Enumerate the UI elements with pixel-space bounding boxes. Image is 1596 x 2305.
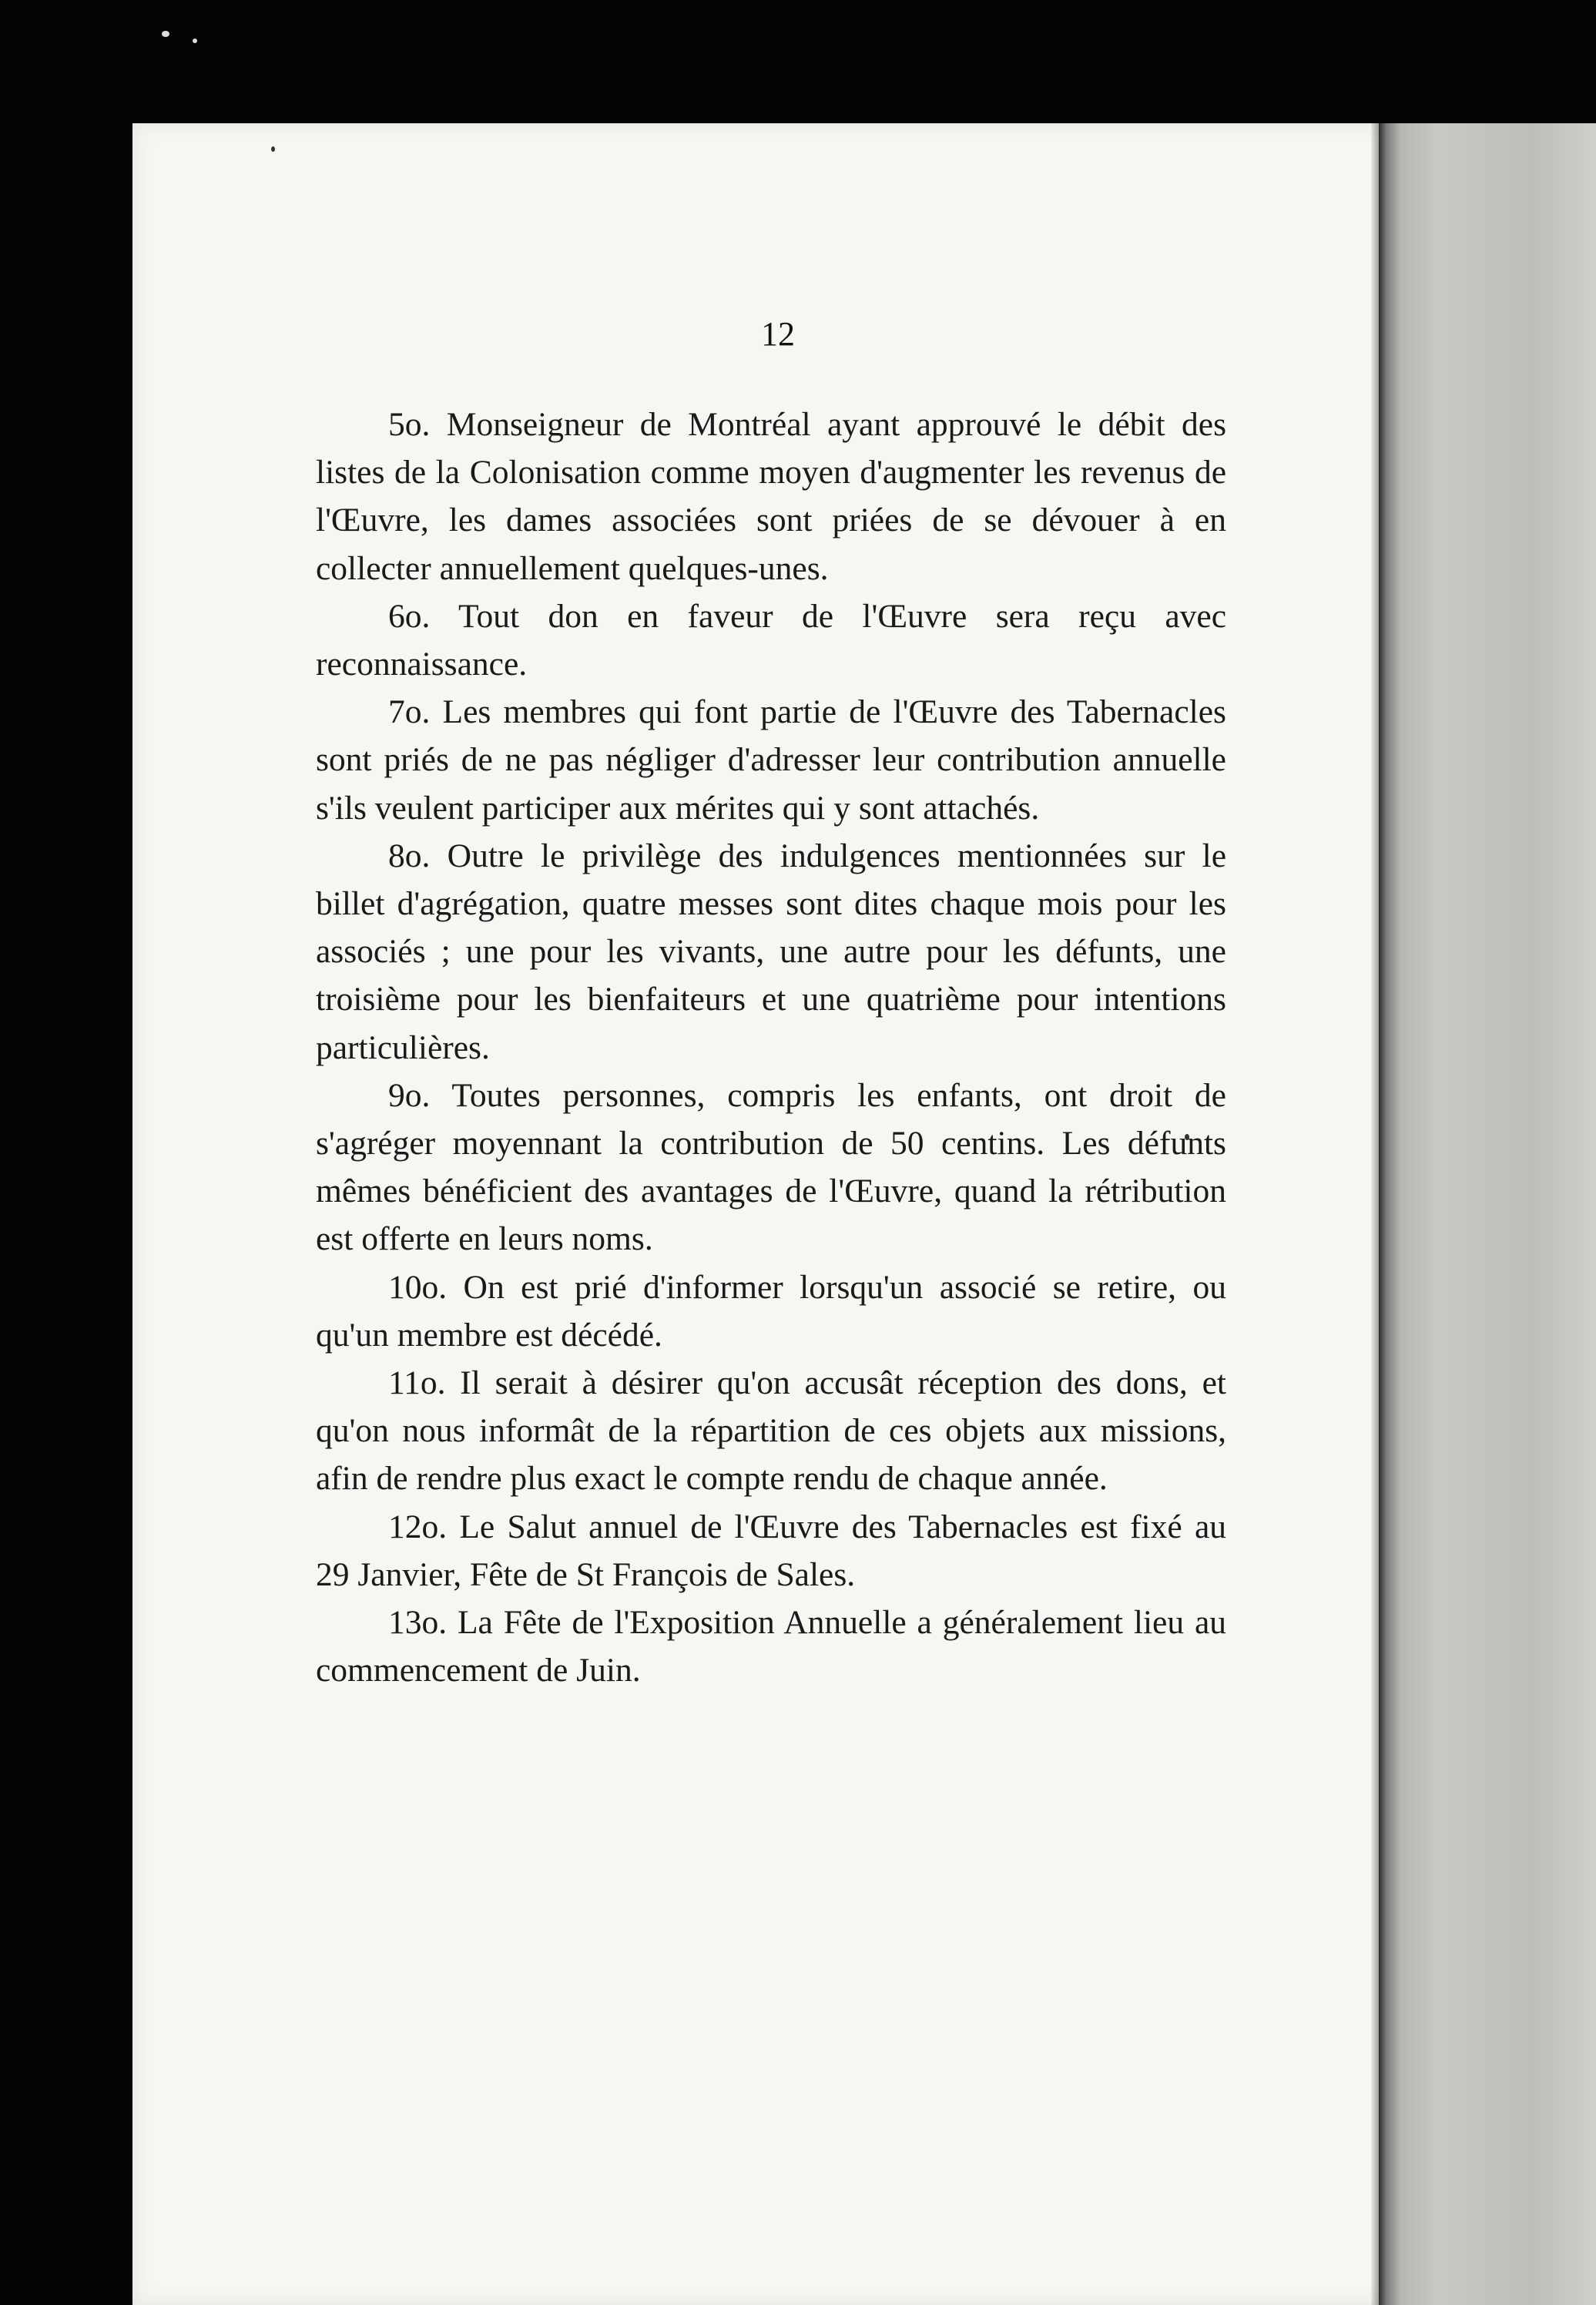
adjacent-page-edge <box>1379 123 1596 2305</box>
body-text <box>316 401 1226 1694</box>
paragraph-6o: 6o. Tout don en faveur de l'Œuvre sera reçu avec reconnaissance. <box>316 597 1226 683</box>
speck <box>271 146 275 152</box>
paragraph-10o: 10o. On est prié d'informer lorsqu'un associé se retire, ou qu'un membre est décédé. <box>316 1268 1226 1354</box>
paragraph-9o: 9o. Toutes personnes, compris les enfants, ont droit de s'agréger moyennant la contribution de 50 centins. Les défunts mêmes bénéficient des avantages de l'Œuvre, quand la rétribution est offerte en leurs noms. <box>316 1076 1226 1258</box>
paragraph-13o: 13o. La Fête de l'Exposition Annuelle a généralement lieu au commencement de Juin. <box>316 1604 1226 1689</box>
speck <box>162 31 169 37</box>
paragraph-5o: 5o. Monseigneur de Montréal ayant approuvé le débit des listes de la Colonisation comme moyen d'augmenter les revenus de l'Œuvre, les dames associées sont priées de se dévouer à en collecter annuellement quelques-unes. <box>316 406 1226 587</box>
paragraph-7o: 7o. Les membres qui font partie de l'Œuvre des Tabernacles sont priés de ne pas négliger d'adresser leur contribution annuelle s'ils veulent participer aux mérites qui y sont attachés. <box>316 693 1226 827</box>
page-number: 12 <box>761 315 795 353</box>
paragraph-12o: 12o. Le Salut annuel de l'Œuvre des Tabernacles est fixé au 29 Janvier, Fête de St François de Sales. <box>316 1508 1226 1593</box>
speck <box>193 39 197 43</box>
paragraph-8o: 8o. Outre le privilège des indulgences mentionnées sur le billet d'agrégation, quatre messes sont dites chaque mois pour les associés ; une pour les vivants, une autre pour les défunts, une troisième pour les bienfaiteurs et une quatrième pour intentions particulières. <box>316 837 1226 1066</box>
paragraph-11o: 11o. Il serait à désirer qu'on accusât réception des dons, et qu'on nous informât de la répartition de ces objets aux missions, afin de rendre plus exact le compte rendu de chaque année. <box>316 1364 1226 1498</box>
